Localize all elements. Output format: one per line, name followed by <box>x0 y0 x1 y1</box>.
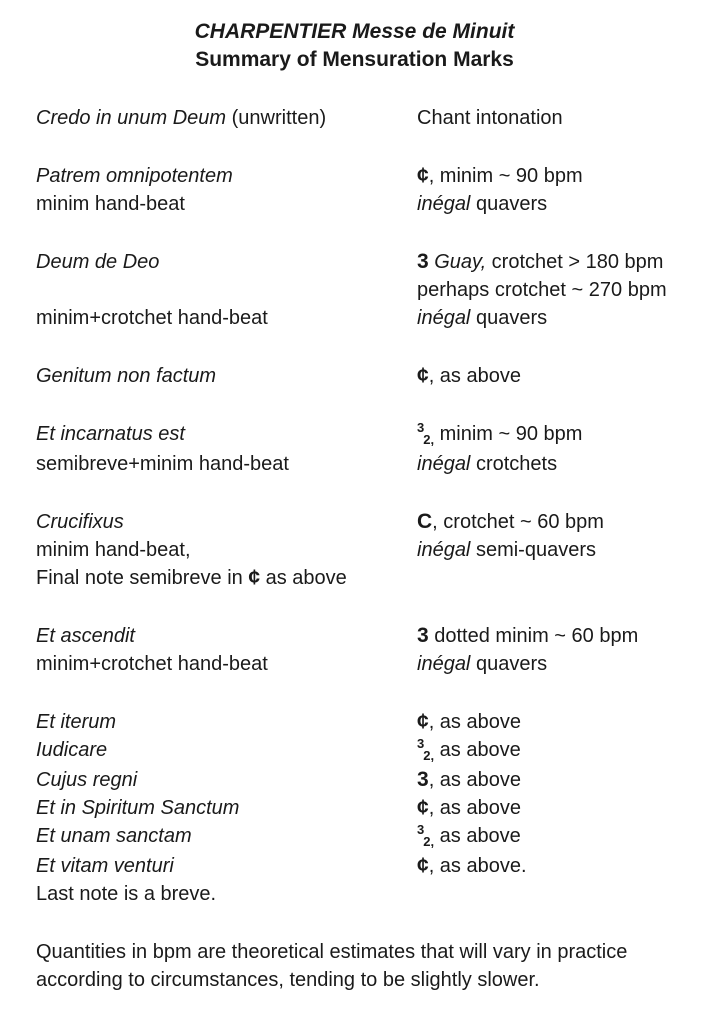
table-row <box>36 276 701 304</box>
table-row <box>36 794 701 822</box>
marking-cell <box>417 276 701 304</box>
table-row <box>36 190 701 218</box>
tempo-text: semi-quavers <box>470 539 596 561</box>
table-row <box>36 880 701 908</box>
movement-cell <box>36 508 417 536</box>
cut-time-sign: ¢ <box>248 566 261 589</box>
table-row <box>36 564 701 592</box>
marking-cell <box>417 362 701 390</box>
section-final-movements <box>36 708 701 908</box>
movement-cell <box>36 708 417 736</box>
marking-cell <box>417 880 701 908</box>
movement-cell <box>36 622 417 650</box>
table-row <box>36 420 701 450</box>
tempo-text: , crotchet ~ 60 bpm <box>432 511 604 533</box>
movement-cell <box>36 650 417 678</box>
footnote <box>36 938 701 994</box>
footnote-line-2: according to circumstances, tending to be slightly slower. <box>36 969 540 991</box>
tempo-text: , as above <box>428 711 521 733</box>
movement-cell <box>36 248 417 276</box>
footnote-line-1: Quantities in bpm are theoretical estimates that will vary in practice <box>36 941 628 963</box>
marking-cell <box>417 852 701 880</box>
movement-name: Credo in unum Deum <box>36 107 227 129</box>
common-time-sign: C <box>417 510 433 533</box>
beat-note: minim hand-beat <box>36 193 185 215</box>
movement-cell <box>36 852 417 880</box>
marking-cell <box>417 622 701 650</box>
movement-cell <box>36 536 417 564</box>
cut-time-sign: ¢ <box>417 364 429 387</box>
movement-cell <box>36 190 417 218</box>
three-two-sign-numerator: 3 <box>417 822 425 837</box>
tempo-text: crotchet > 180 bpm <box>486 251 664 273</box>
movement-cell <box>36 104 417 132</box>
guay-label: Guay, <box>428 251 487 273</box>
marking-cell <box>417 564 701 592</box>
tempo-text: , as above <box>428 797 521 819</box>
inegal-label: inégal <box>417 307 471 329</box>
movement-cell <box>36 822 417 852</box>
movement-cell <box>36 420 417 450</box>
movement-name: Crucifixus <box>36 511 124 533</box>
beat-note: minim hand-beat, <box>36 539 191 561</box>
title-block <box>0 18 709 74</box>
marking-cell <box>417 794 701 822</box>
inegal-label: inégal <box>417 453 471 475</box>
section-genitum <box>36 362 701 390</box>
section-deum-de-deo <box>36 248 701 332</box>
beat-note: minim+crotchet hand-beat <box>36 653 268 675</box>
table-row <box>36 450 701 478</box>
marking-cell <box>417 190 701 218</box>
movement-name: Deum de Deo <box>36 251 160 273</box>
tempo-text: quavers <box>470 193 548 215</box>
tempo-text: as above <box>434 739 521 761</box>
tempo-text: quavers <box>470 653 548 675</box>
text-run: (unwritten) <box>226 107 327 129</box>
section-patrem <box>36 162 701 218</box>
marking-cell <box>417 736 701 766</box>
table-row <box>36 304 701 332</box>
inegal-label: inégal <box>417 539 471 561</box>
table-row <box>36 852 701 880</box>
tempo-text: crotchets <box>470 453 558 475</box>
table-row <box>36 508 701 536</box>
marking-cell <box>417 420 701 450</box>
table-row <box>36 708 701 736</box>
tempo-text: , as above. <box>428 855 527 877</box>
marking-cell <box>417 304 701 332</box>
movement-name: Et ascendit <box>36 625 135 647</box>
tempo-text: , as above <box>428 769 521 791</box>
movement-cell <box>36 880 417 908</box>
tempo-text: as above <box>434 825 521 847</box>
final-note-text: Last note is a breve. <box>36 883 217 905</box>
cut-time-sign: ¢ <box>417 854 429 877</box>
table-row <box>36 822 701 852</box>
three-two-sign-numerator: 3 <box>417 736 425 751</box>
marking-cell <box>417 248 701 276</box>
movement-name: Iudicare <box>36 739 108 761</box>
triple-meter-sign: 3 <box>417 250 429 273</box>
inegal-label: inégal <box>417 193 471 215</box>
table-row <box>36 104 701 132</box>
movement-name: Et unam sanctam <box>36 825 192 847</box>
three-two-sign-numerator: 3 <box>417 420 425 435</box>
movement-name: Genitum non factum <box>36 365 217 387</box>
tempo-text: dotted minim ~ 60 bpm <box>428 625 639 647</box>
table-row <box>36 622 701 650</box>
three-two-sign-denominator: 2, <box>423 834 435 849</box>
table-row <box>36 766 701 794</box>
three-two-sign-denominator: 2, <box>423 748 435 763</box>
movement-cell <box>36 304 417 332</box>
table-row <box>36 162 701 190</box>
tempo-text: quavers <box>470 307 548 329</box>
table-row <box>36 536 701 564</box>
marking-cell <box>417 104 701 132</box>
table-row <box>36 362 701 390</box>
document-subtitle: Summary of Mensuration Marks <box>195 48 514 71</box>
triple-meter-sign: 3 <box>417 768 429 791</box>
tempo-text: Chant intonation <box>417 107 563 129</box>
marking-cell <box>417 508 701 536</box>
cut-time-sign: ¢ <box>417 796 429 819</box>
movement-name: Et vitam venturi <box>36 855 174 877</box>
triple-meter-sign: 3 <box>417 624 429 647</box>
document-title: CHARPENTIER Messe de Minuit <box>194 20 515 43</box>
movement-cell <box>36 794 417 822</box>
movement-cell <box>36 362 417 390</box>
final-note-text: Final note semibreve in <box>36 567 249 589</box>
marking-cell <box>417 162 701 190</box>
section-credo <box>36 104 701 132</box>
movement-name: Et iterum <box>36 711 117 733</box>
beat-note: minim+crotchet hand-beat <box>36 307 268 329</box>
movement-cell <box>36 276 417 304</box>
tempo-text: , as above <box>428 365 521 387</box>
table-row <box>36 650 701 678</box>
table-row <box>36 736 701 766</box>
marking-cell <box>417 536 701 564</box>
movement-cell <box>36 766 417 794</box>
marking-cell <box>417 708 701 736</box>
beat-note: semibreve+minim hand-beat <box>36 453 289 475</box>
section-et-incarnatus <box>36 420 701 478</box>
cut-time-sign: ¢ <box>417 710 429 733</box>
marking-cell <box>417 650 701 678</box>
section-et-ascendit <box>36 622 701 678</box>
movement-name: Et in Spiritum Sanctum <box>36 797 240 819</box>
final-note-text: as above <box>260 567 347 589</box>
marking-cell <box>417 766 701 794</box>
summary-table <box>0 104 709 994</box>
movement-name: Patrem omnipotentem <box>36 165 233 187</box>
tempo-text: minim ~ 90 bpm <box>434 423 583 445</box>
movement-name: Cujus regni <box>36 769 138 791</box>
tempo-text: , minim ~ 90 bpm <box>428 165 583 187</box>
section-crucifixus <box>36 508 701 592</box>
cut-time-sign: ¢ <box>417 164 429 187</box>
movement-cell <box>36 162 417 190</box>
marking-cell <box>417 450 701 478</box>
inegal-label: inégal <box>417 653 471 675</box>
tempo-text: perhaps crotchet ~ 270 bpm <box>417 279 667 301</box>
movement-cell <box>36 564 417 592</box>
movement-name: Et incarnatus est <box>36 423 185 445</box>
movement-cell <box>36 450 417 478</box>
table-row <box>36 248 701 276</box>
movement-cell <box>36 736 417 766</box>
three-two-sign-denominator: 2, <box>423 432 435 447</box>
marking-cell <box>417 822 701 852</box>
